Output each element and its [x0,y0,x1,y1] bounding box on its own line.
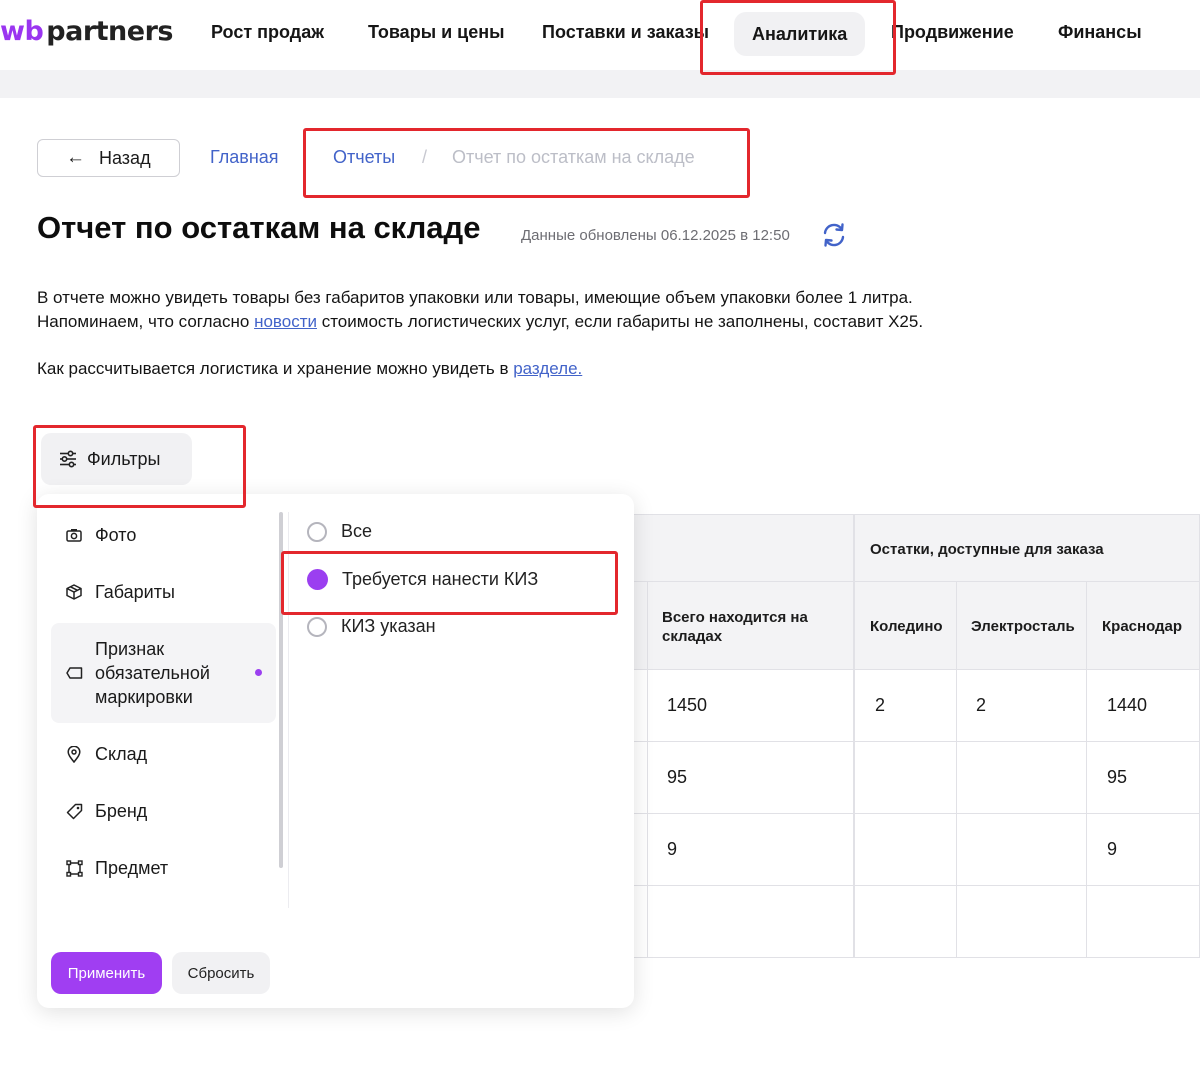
nav-item-analytics[interactable]: Аналитика [734,12,865,56]
description-line-3 [37,357,582,381]
filter-category-label: Признак обязательной маркировки [95,639,210,707]
filter-option-label: Требуется нанести КИЗ [342,569,539,589]
nav-item-products-prices[interactable]: Товары и цены [368,22,505,42]
table-cell-hidden [634,670,648,742]
tag-outline-icon [65,664,83,682]
back-button[interactable] [37,139,180,177]
table-cell-krasnodar [1087,886,1200,958]
filter-option-all[interactable] [307,521,372,542]
breadcrumb-current: Отчет по остаткам на складе [452,147,695,167]
description-line-3-start: Как рассчитывается логистика и хранение можно увидеть в [37,359,514,378]
price-tag-icon [65,802,83,820]
nav-item-promotion[interactable]: Продвижение [891,22,1014,42]
column-header-krasnodar: Краснодар [1087,582,1200,670]
header-background-band [0,70,1200,98]
filter-category-marking[interactable] [51,623,276,723]
table-cell-koledino: 2 [854,670,957,742]
location-pin-icon [65,745,83,763]
table-cell-elektrostal [957,742,1087,814]
table-cell-total: 9 [648,814,854,886]
table-cell-total: 95 [648,742,854,814]
section-link[interactable]: разделе. [513,359,583,378]
table-cell-hidden [634,742,648,814]
description-line-2-end: стоимость логистических услуг, если габариты не заполнены, составит Х25. [316,312,924,331]
news-link[interactable]: новости [254,312,317,331]
arrow-left-icon: ← [66,147,85,168]
camera-icon [65,526,83,544]
filter-category-photo[interactable] [51,522,276,548]
filters-button-label: Фильтры [87,448,161,469]
filter-category-dimensions[interactable] [51,579,276,605]
filter-option-kiz-required[interactable] [307,569,538,590]
nav-item-sales-growth[interactable]: Рост продаж [211,22,324,42]
breadcrumb-home[interactable]: Главная [210,147,279,167]
filter-category-label: Фото [95,524,137,545]
breadcrumb-reports[interactable]: Отчеты [333,147,396,167]
table-group-header: Остатки, доступные для заказа [854,514,1200,582]
table-header-cell-hidden [634,582,648,670]
logo-wb-text: wb [0,16,44,47]
filter-option-label: КИЗ указан [341,616,436,636]
table-cell-hidden [634,814,648,886]
nav-item-supplies-orders[interactable]: Поставки и заказы [542,22,710,42]
table-cell-elektrostal [957,814,1087,886]
nav-item-finance[interactable]: Финансы [1058,22,1142,42]
category-list-scrollbar[interactable] [279,512,283,868]
page-title: Отчет по остаткам на складе [37,210,481,245]
refresh-icon[interactable] [820,221,848,249]
description-line-1: В отчете можно увидеть товары без габаритов упаковки или товары, имеющие объем упаковки более 1 литра. [37,288,913,307]
table-cell-krasnodar: 9 [1087,814,1200,886]
filter-option-kiz-specified[interactable] [307,616,436,637]
frame-icon [65,859,83,877]
filter-category-warehouse[interactable] [51,741,276,767]
active-filter-dot [255,669,262,676]
data-updated-timestamp: Данные обновлены 06.12.2025 в 12:50 [521,227,790,244]
filter-category-label: Склад [95,743,148,764]
filter-category-label: Бренд [95,800,148,821]
filter-option-label: Все [341,521,373,541]
top-navigation [0,0,1200,70]
table-cell-total: 1450 [648,670,854,742]
table-cell-koledino [854,886,957,958]
table-cell-krasnodar: 95 [1087,742,1200,814]
table-cell-elektrostal [957,886,1087,958]
breadcrumb-separator: / [422,147,428,167]
radio-unchecked[interactable] [307,522,327,542]
stock-report-table [634,514,1200,958]
radio-unchecked[interactable] [307,617,327,637]
table-header-spacer [634,514,854,582]
filters-dropdown-panel [37,494,634,1008]
filter-category-brand[interactable] [51,798,276,824]
column-header-elektrostal: Электросталь [957,582,1087,670]
table-cell-koledino [854,742,957,814]
radio-checked[interactable] [307,569,328,590]
sliders-icon [59,450,77,468]
logo-partners-text: partners [46,16,173,47]
table-cell-elektrostal: 2 [957,670,1087,742]
filter-category-subject[interactable] [51,855,276,881]
filter-category-label: Габариты [95,581,175,602]
wb-partners-logo[interactable] [0,16,173,52]
panel-divider [288,512,289,908]
filter-category-label: Предмет [95,857,169,878]
table-cell-krasnodar: 1440 [1087,670,1200,742]
box-icon [65,583,83,601]
description-line-2-start: Напоминаем, что согласно [37,312,255,331]
table-cell-total [648,886,854,958]
apply-button[interactable]: Применить [51,952,162,994]
column-header-total-stock: Всего находится на складах [648,582,854,670]
reset-button[interactable]: Сбросить [172,952,270,994]
column-header-koledino: Коледино [854,582,957,670]
filters-button[interactable] [41,433,192,485]
table-cell-hidden [634,886,648,958]
back-button-label: Назад [99,147,151,168]
table-cell-koledino [854,814,957,886]
description-line-2 [37,310,923,334]
